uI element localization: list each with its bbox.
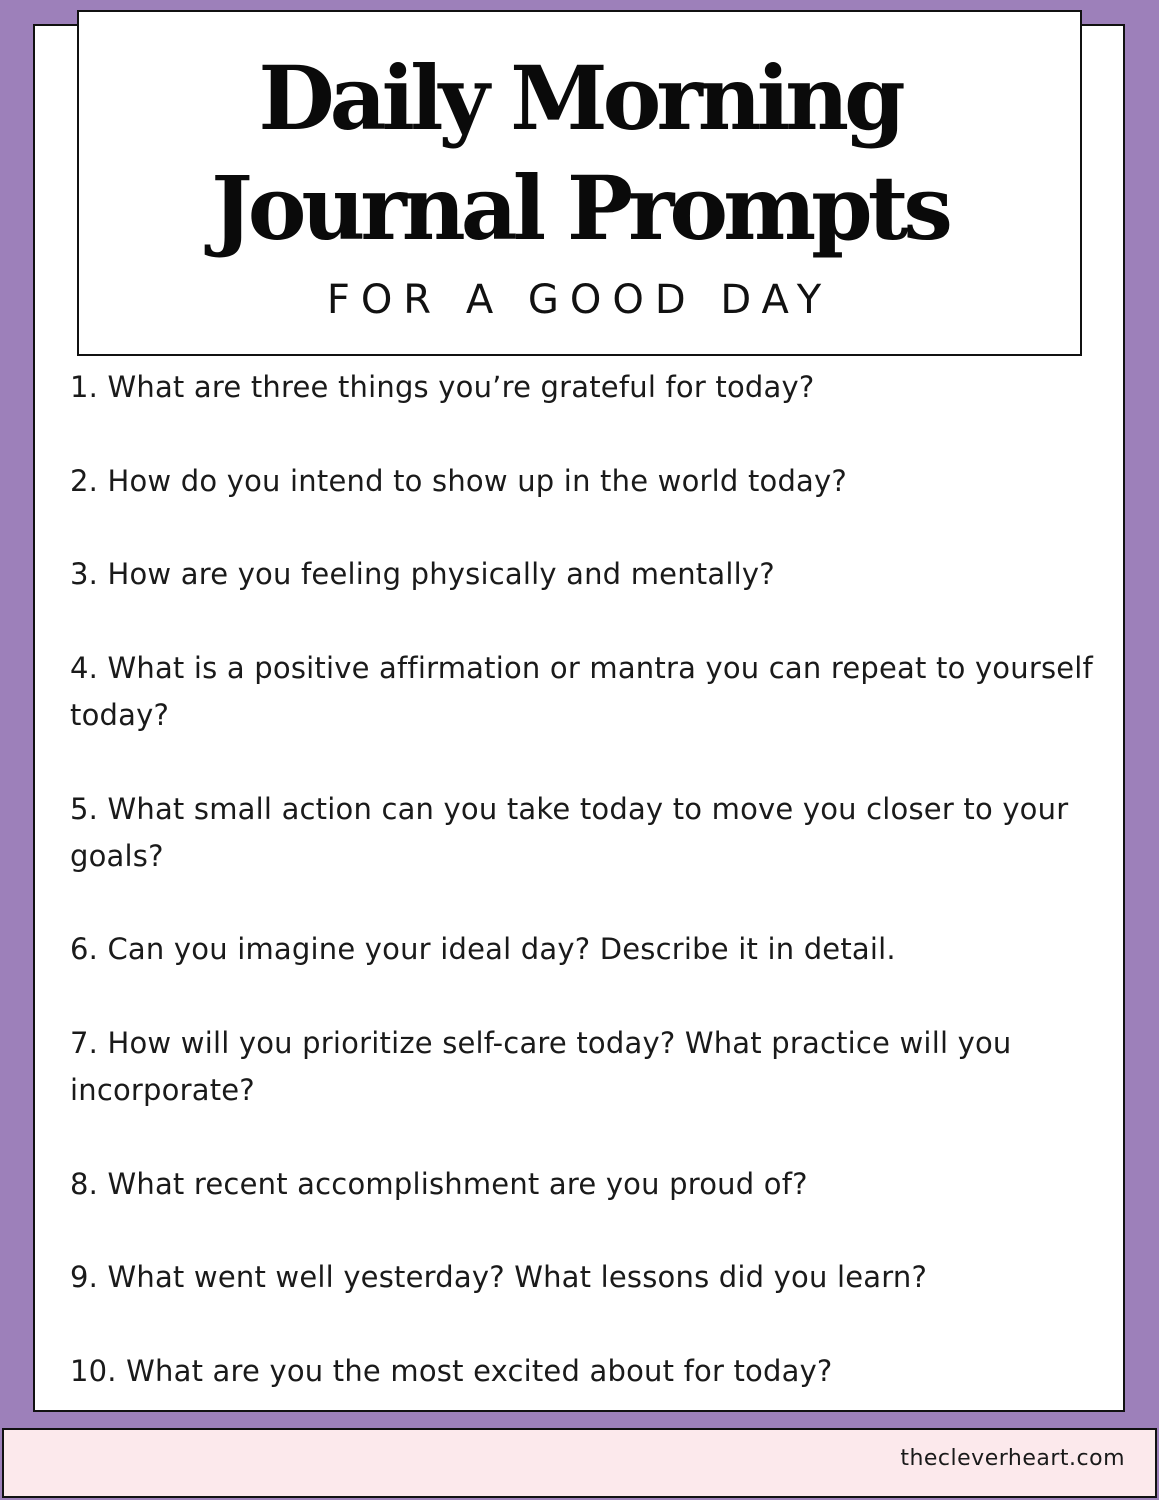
footer-bar (2, 1428, 1157, 1498)
prompt-item: 3. How are you feeling physically and mentally? (70, 557, 775, 591)
title-box (77, 10, 1082, 356)
page-title-line-2: Journal Prompts (211, 156, 948, 260)
prompt-item: 4. What is a positive affirmation or mantra you can repeat to yourself today? (70, 651, 1093, 732)
prompt-item: 6. Can you imagine your ideal day? Describe it in detail. (70, 932, 896, 966)
prompt-item: 7. How will you prioritize self-care today? What practice will you incorporate? (70, 1026, 1012, 1107)
prompt-item: 1. What are three things you’re grateful for today? (70, 370, 815, 404)
page-title-line-1: Daily Morning (258, 46, 901, 150)
prompt-item: 8. What recent accomplishment are you proud of? (70, 1167, 808, 1201)
page-subtitle: FOR A GOOD DAY (326, 277, 833, 323)
prompt-item: 5. What small action can you take today to move you closer to your goals? (70, 792, 1069, 873)
website-link[interactable]: thecleverheart.com (900, 1446, 1125, 1471)
prompt-item: 10. What are you the most excited about for today? (70, 1354, 833, 1388)
prompt-item: 2. How do you intend to show up in the world today? (70, 464, 847, 498)
prompt-item: 9. What went well yesterday? What lessons did you learn? (70, 1260, 928, 1294)
